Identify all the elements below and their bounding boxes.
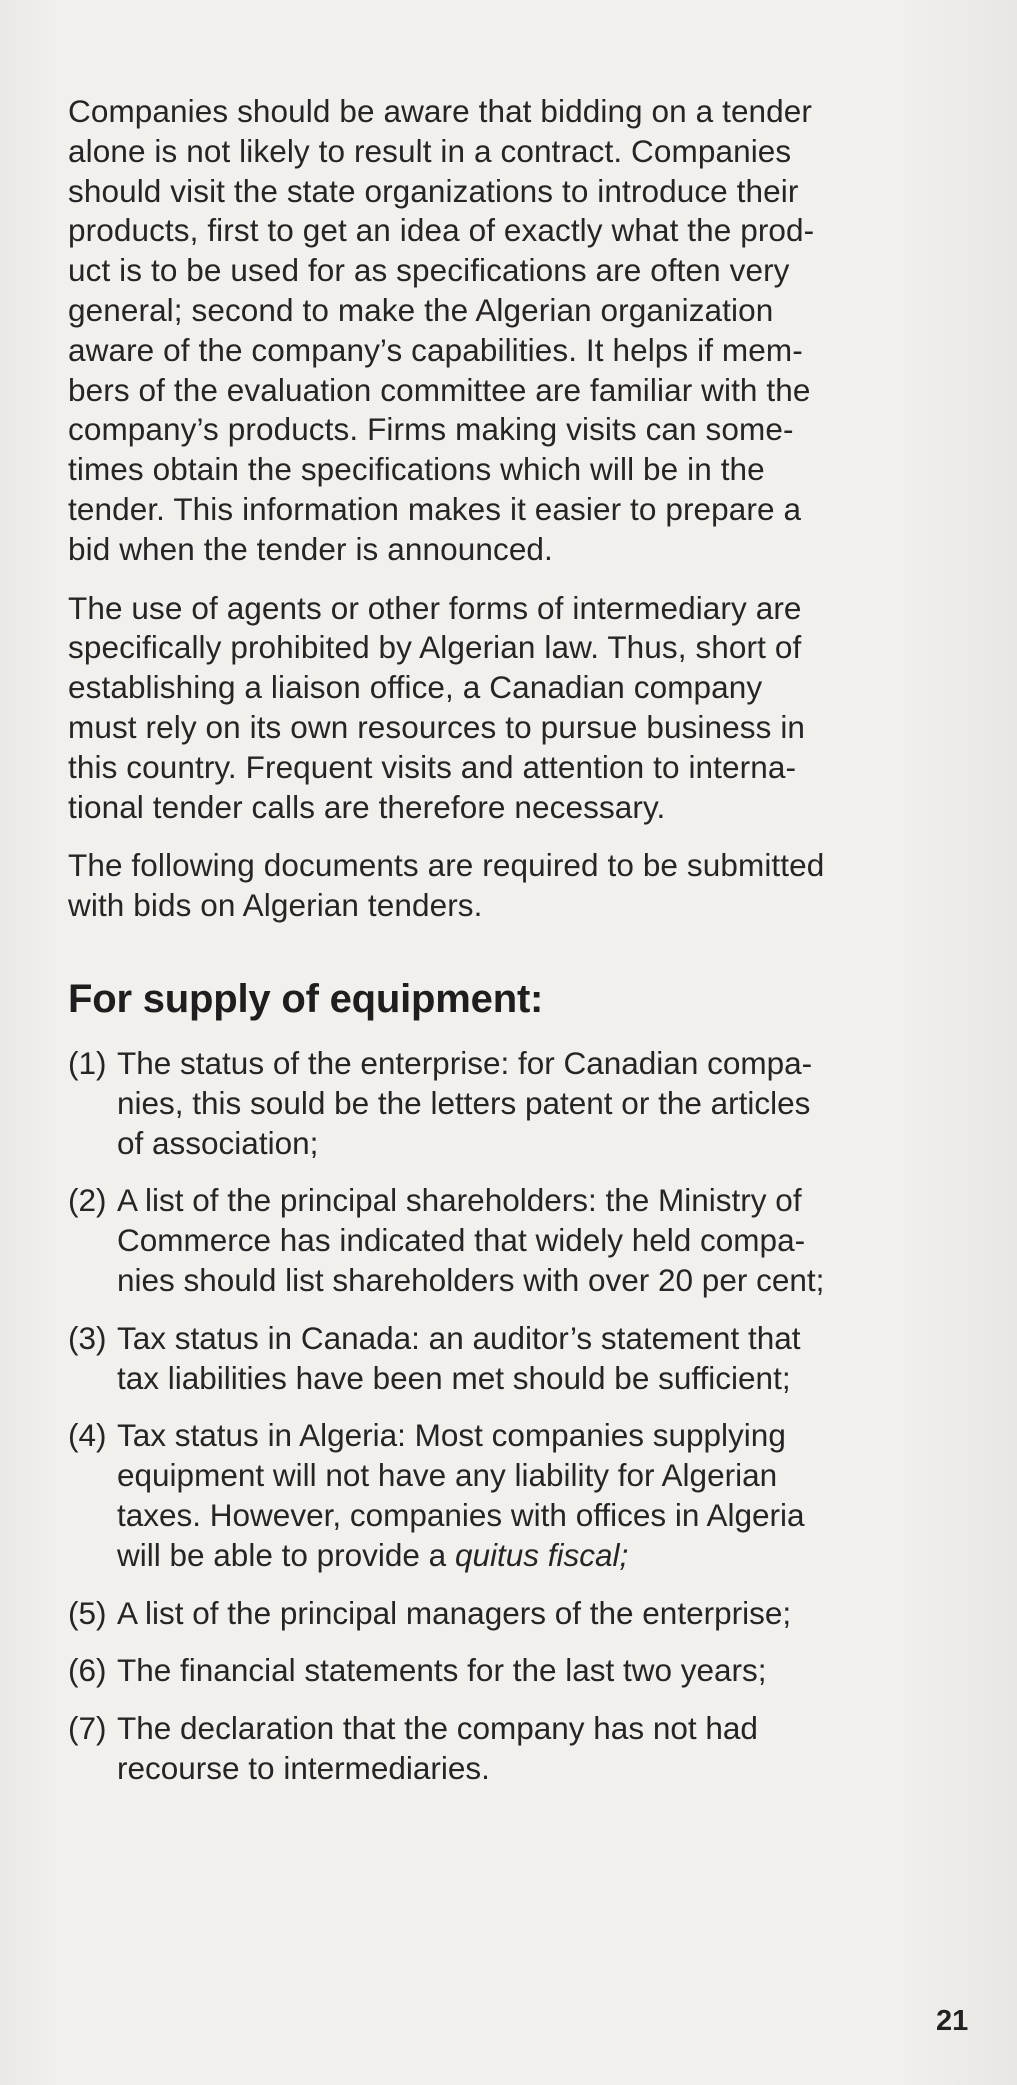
list-item-text	[117, 1416, 973, 1575]
text-line: equipment will not have any liability for Algerian	[117, 1457, 778, 1494]
text-line: nies, this sould be the letters patent or the articles	[117, 1084, 811, 1121]
text-line: must rely on its own resources to pursue business in	[68, 708, 806, 745]
text-line: aware of the company’s capabilities. It helps if mem-	[68, 331, 803, 368]
list-item-text	[117, 1651, 973, 1691]
text-fragment: will be able to provide a	[117, 1536, 455, 1573]
list-item-number: (6)	[68, 1652, 107, 1689]
text-line	[117, 1536, 973, 1576]
text-line: tional tender calls are therefore necessary.	[68, 788, 666, 825]
text-line: with bids on Algerian tenders.	[68, 887, 483, 924]
list-item-number: (7)	[68, 1710, 107, 1747]
paragraph-bidding-advice	[68, 92, 973, 570]
text-line: alone is not likely to result in a contract. Companies	[68, 132, 792, 169]
text-line: establishing a liaison office, a Canadian company	[68, 669, 763, 706]
text-line: Commerce has indicated that widely held compa-	[117, 1222, 806, 1259]
list-item	[68, 1319, 973, 1399]
list-item-number: (2)	[68, 1182, 107, 1219]
text-line: Tax status in Canada: an auditor’s statement that	[117, 1319, 801, 1356]
text-line: The financial statements for the last two years;	[117, 1652, 767, 1689]
text-line: times obtain the specifications which will be in the	[68, 451, 765, 488]
list-item-text	[117, 1709, 973, 1789]
list-item	[68, 1416, 973, 1575]
list-item-text	[117, 1181, 973, 1300]
text-line: The declaration that the company has not had	[117, 1710, 758, 1747]
text-line: this country. Frequent visits and attention to interna-	[68, 748, 797, 785]
text-line: should visit the state organizations to introduce their	[68, 172, 799, 209]
italic-term: quitus fiscal;	[454, 1536, 629, 1573]
text-line: bers of the evaluation committee are familiar with the	[68, 371, 811, 408]
list-item	[68, 1709, 973, 1789]
section-heading: For supply of equipment:	[68, 976, 544, 1021]
text-line: nies should list shareholders with over 20 per cent;	[117, 1261, 825, 1298]
list-item-text	[117, 1594, 973, 1634]
text-line: The use of agents or other forms of intermediary are	[68, 589, 802, 626]
text-line: The following documents are required to be submitted	[68, 847, 825, 884]
paragraph-documents-required	[68, 846, 973, 926]
text-line: of association;	[117, 1124, 319, 1161]
text-line: recourse to intermediaries.	[117, 1749, 490, 1786]
text-line: products, first to get an idea of exactly what the prod-	[68, 212, 815, 249]
paragraph-agents-prohibited	[68, 589, 973, 828]
list-item	[68, 1594, 973, 1634]
text-line: bid when the tender is announced.	[68, 530, 553, 567]
text-line: tender. This information makes it easier to prepare a	[68, 490, 802, 527]
requirements-list	[68, 1044, 973, 1789]
text-line: A list of the principal managers of the enterprise;	[117, 1594, 792, 1631]
text-line: tax liabilities have been met should be sufficient;	[117, 1359, 791, 1396]
list-item-text	[117, 1044, 973, 1163]
list-item	[68, 1181, 973, 1300]
page-number: 21	[936, 2005, 969, 2037]
text-line: A list of the principal shareholders: the Ministry of	[117, 1182, 802, 1219]
list-item	[68, 1651, 973, 1691]
text-line: company’s products. Firms making visits can some-	[68, 411, 794, 448]
list-item-number: (5)	[68, 1594, 107, 1631]
list-item-text	[117, 1319, 973, 1399]
text-line: general; second to make the Algerian organization	[68, 291, 774, 328]
text-line: taxes. However, companies with offices in Algeria	[117, 1496, 805, 1533]
text-line: The status of the enterprise: for Canadian compa-	[117, 1044, 813, 1081]
list-item	[68, 1044, 973, 1163]
text-line: Companies should be aware that bidding on a tender	[68, 93, 813, 129]
list-item-number: (3)	[68, 1319, 107, 1356]
list-item-number: (4)	[68, 1417, 107, 1454]
text-line: uct is to be used for as specifications are often very	[68, 252, 790, 289]
page-content	[68, 92, 973, 1807]
text-line: specifically prohibited by Algerian law. Thus, short of	[68, 629, 802, 666]
text-line: Tax status in Algeria: Most companies supplying	[117, 1417, 786, 1454]
list-item-number: (1)	[68, 1044, 107, 1081]
